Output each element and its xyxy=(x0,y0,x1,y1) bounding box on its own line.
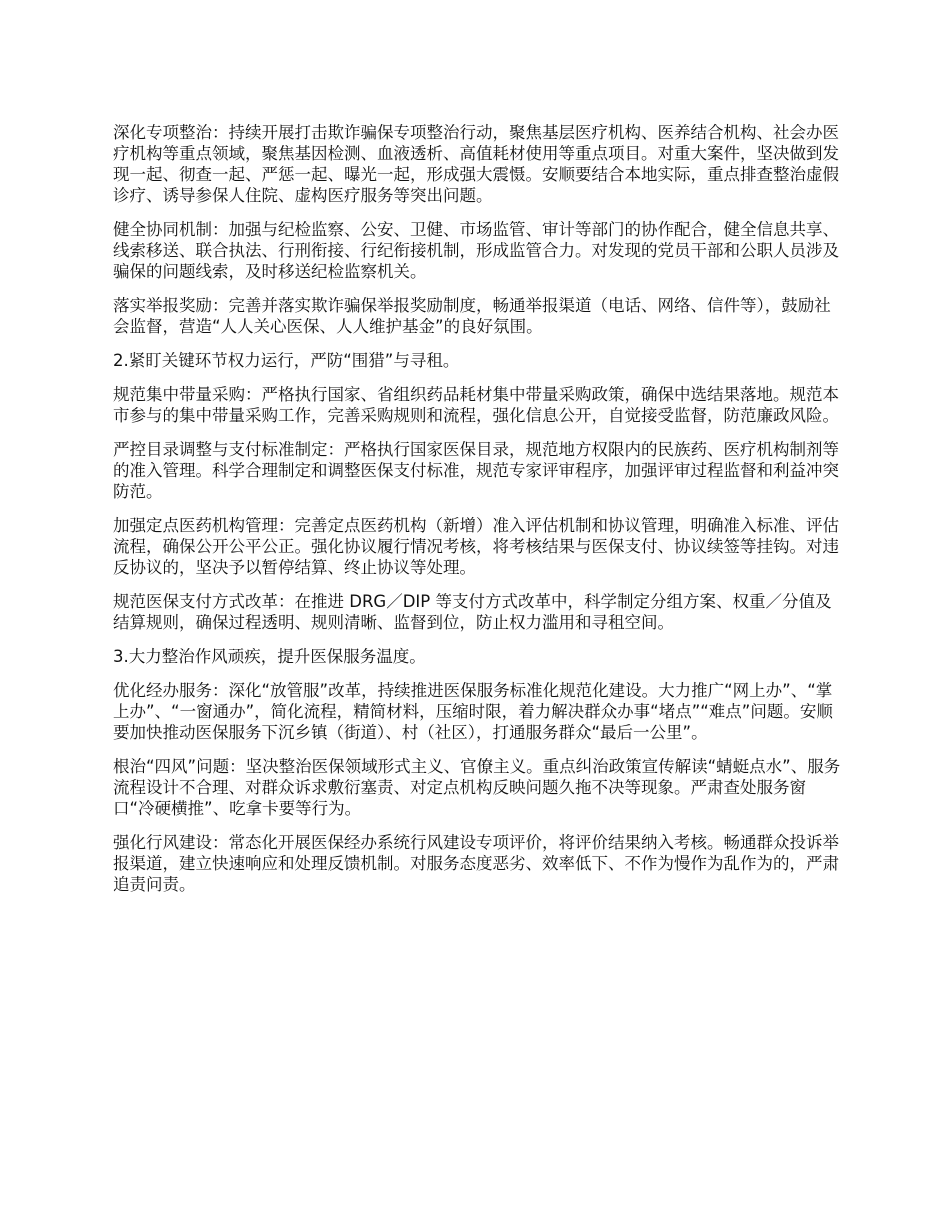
section-heading-3: 3.大力整治作风顽疾，提升医保服务温度。 xyxy=(113,647,426,666)
paragraph-payment-reform: 规范医保支付方式改革：在推进 DRG／DIP 等支付方式改革中，科学制定分组方案、权重／分值及结算规则，确保过程透明、规则清晰、监督到位，防止权力滥用和寻租空间。 xyxy=(113,592,832,632)
document-body xyxy=(113,122,843,908)
paragraph-four-winds: 根治“四风”问题：坚决整治医保领域形式主义、官僚主义。重点纠治政策宣传解读“蜻蜓点水”、服务流程设计不合理、对群众诉求敷衍塞责、对定点机构反映问题久拖不决等现象。严肃查处服务窗口“冷硬横推”、吃拿卡要等行为。 xyxy=(113,757,841,818)
paragraph-report-reward: 落实举报奖励：完善并落实欺诈骗保举报奖励制度，畅通举报渠道（电话、网络、信件等），鼓励社会监督，营造“人人关心医保、人人维护基金”的良好氛围。 xyxy=(113,296,831,336)
section-heading-2: 2.紧盯关键环节权力运行，严防“围猎”与寻租。 xyxy=(113,351,460,370)
paragraph-designated-institution: 加强定点医药机构管理：完善定点医药机构（新增）准入评估机制和协议管理，明确准入标准、评估流程，确保公开公平公正。强化协议履行情况考核，将考核结果与医保支付、协议续签等挂钩。对违反协议的，坚决予以暂停结算、终止协议等处理。 xyxy=(113,516,839,577)
paragraph-coordination-mechanism: 健全协同机制：加强与纪检监察、公安、卫健、市场监管、审计等部门的协作配合，健全信息共享、线索移送、联合执法、行刑衔接、行纪衔接机制，形成监管合力。对发现的党员干部和公职人员涉及骗保的问题线索，及时移送纪检监察机关。 xyxy=(113,220,839,281)
paragraph-volume-procurement: 规范集中带量采购：严格执行国家、省组织药品耗材集中带量采购政策，确保中选结果落地。规范本市参与的集中带量采购工作，完善采购规则和流程，强化信息公开，自觉接受监督，防范廉政风险。 xyxy=(113,385,839,425)
paragraph-catalog-adjustment: 严控目录调整与支付标准制定：严格执行国家医保目录，规范地方权限内的民族药、医疗机构制剂等的准入管理。科学合理制定和调整医保支付标准，规范专家评审程序，加强评审过程监督和利益冲突防范。 xyxy=(113,440,839,501)
paragraph-conduct-building: 强化行风建设：常态化开展医保经办系统行风建设专项评价，将评价结果纳入考核。畅通群众投诉举报渠道，建立快速响应和处理反馈机制。对服务态度恶劣、效率低下、不作为慢作为乱作为的，严肃追责问责。 xyxy=(113,833,839,894)
paragraph-special-rectification: 深化专项整治：持续开展打击欺诈骗保专项整治行动，聚焦基层医疗机构、医养结合机构、社会办医疗机构等重点领域，聚焦基因检测、血液透析、高值耗材使用等重点项目。对重大案件，坚决做到发现一起、彻查一起、严惩一起、曝光一起，形成强大震慑。安顺要结合本地实际，重点排查整治虚假诊疗、诱导参保人住院、虚构医疗服务等突出问题。 xyxy=(113,123,839,205)
paragraph-service-optimization: 优化经办服务：深化“放管服”改革，持续推进医保服务标准化规范化建设。大力推广“网上办”、“掌上办”、“一窗通办”，简化流程，精简材料，压缩时限，着力解决群众办事“堵点”“难点”问题。安顺要加快推动医保服务下沉乡镇（街道）、村（社区），打通服务群众“最后一公里”。 xyxy=(113,681,833,742)
